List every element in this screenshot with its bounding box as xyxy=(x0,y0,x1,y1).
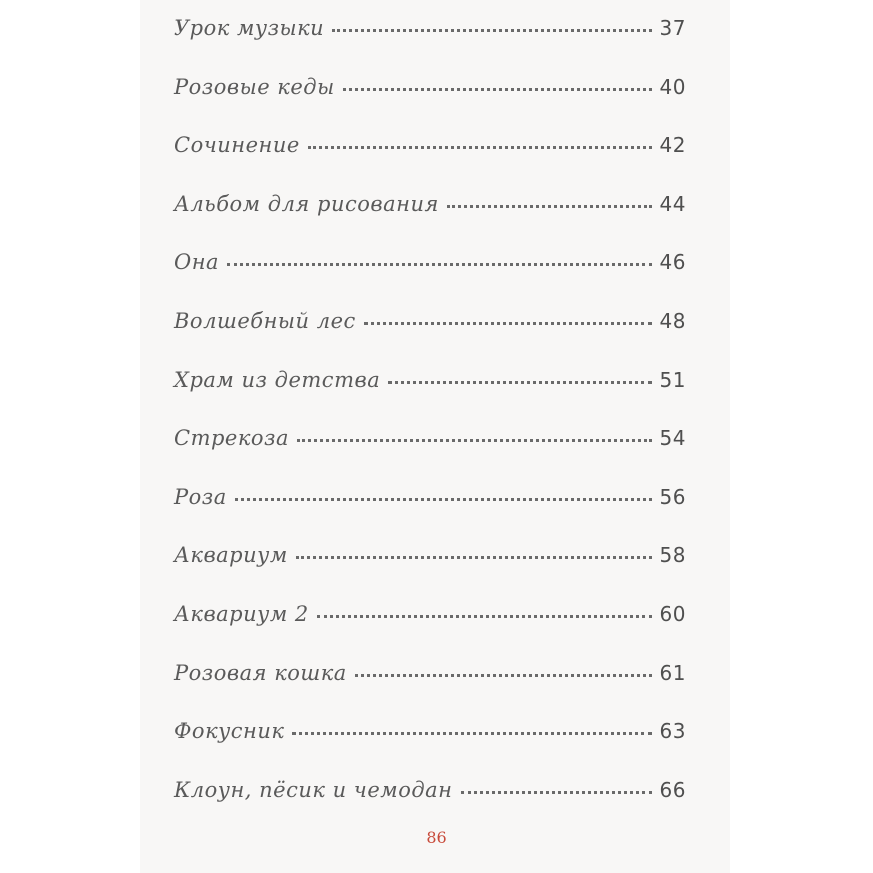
dot-leader xyxy=(292,732,651,735)
table-of-contents xyxy=(174,16,686,836)
toc-entry-title: Альбом для рисования xyxy=(174,191,439,216)
dot-leader xyxy=(332,29,651,32)
toc-entry-title: Розовая кошка xyxy=(174,660,347,685)
toc-entry-title: Волшебный лес xyxy=(174,308,356,333)
dot-leader xyxy=(235,498,652,501)
toc-entry-page: 46 xyxy=(659,250,686,275)
dot-leader xyxy=(461,791,652,794)
dot-leader xyxy=(317,615,652,618)
toc-entry xyxy=(174,719,686,778)
toc-entry-title: Аквариум 2 xyxy=(174,601,309,626)
toc-entry-page: 37 xyxy=(659,16,686,40)
toc-entry-page: 54 xyxy=(659,426,686,451)
toc-entry-title: Она xyxy=(174,250,220,275)
dot-leader xyxy=(296,556,652,559)
toc-entry-page: 40 xyxy=(659,74,686,99)
page-number: 86 xyxy=(426,828,447,847)
dot-leader xyxy=(227,263,651,266)
dot-leader xyxy=(388,381,651,384)
toc-entry xyxy=(174,250,686,309)
toc-entry-page: 66 xyxy=(659,777,686,802)
toc-entry xyxy=(174,192,686,251)
toc-entry xyxy=(174,485,686,544)
toc-entry-page: 60 xyxy=(659,601,686,626)
toc-entry-title: Стрекоза xyxy=(174,426,290,451)
toc-entry xyxy=(174,543,686,602)
toc-entry xyxy=(174,368,686,427)
toc-entry xyxy=(174,661,686,720)
dot-leader xyxy=(364,322,652,325)
dot-leader xyxy=(343,88,652,91)
toc-entry xyxy=(174,75,686,134)
toc-entry-page: 56 xyxy=(659,484,686,509)
toc-entry xyxy=(174,602,686,661)
toc-entry-page: 42 xyxy=(659,133,686,158)
toc-entry xyxy=(174,133,686,192)
toc-entry xyxy=(174,309,686,368)
toc-entry-title: Розовые кеды xyxy=(174,74,335,99)
dot-leader xyxy=(308,146,652,149)
toc-entry-page: 51 xyxy=(659,367,686,392)
toc-entry xyxy=(174,426,686,485)
toc-entry-page: 63 xyxy=(659,719,686,744)
dot-leader xyxy=(447,205,652,208)
toc-entry-title: Храм из детства xyxy=(174,367,381,392)
toc-entry-page: 44 xyxy=(659,191,686,216)
toc-entry-title: Клоун, пёсик и чемодан xyxy=(174,777,453,802)
dot-leader xyxy=(297,439,652,442)
toc-entry-page: 48 xyxy=(659,308,686,333)
toc-entry xyxy=(174,16,686,75)
toc-entry-page: 58 xyxy=(659,543,686,568)
toc-entry-title: Фокусник xyxy=(174,719,285,744)
toc-entry-title: Роза xyxy=(174,484,227,509)
dot-leader xyxy=(355,674,652,677)
toc-entry-title: Аквариум xyxy=(174,543,288,568)
toc-entry-title: Сочинение xyxy=(174,133,300,158)
toc-entry-title: Урок музыки xyxy=(174,16,325,40)
toc-entry-page: 61 xyxy=(659,660,686,685)
